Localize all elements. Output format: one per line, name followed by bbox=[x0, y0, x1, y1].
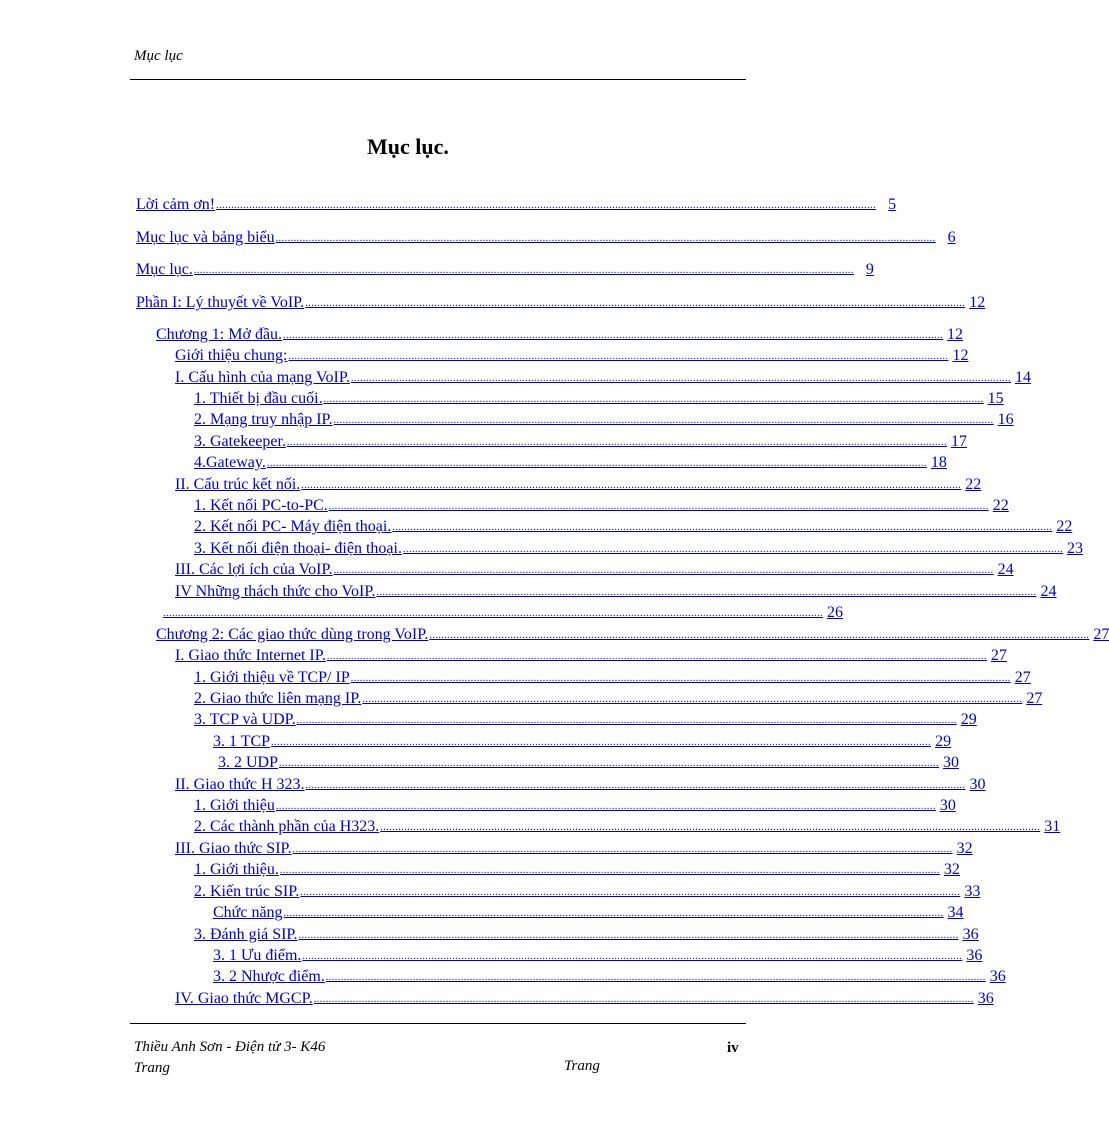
toc-entry-title: 3. Kết nối điện thoại- điện thoại. bbox=[194, 540, 402, 557]
toc-leader-dots: ............................................................................................................................................................................................................................ bbox=[313, 994, 974, 1005]
toc-leader-dots: ............................................................................................................................................................................................................................ bbox=[333, 415, 994, 426]
toc-entry-page: 9 bbox=[865, 261, 874, 278]
toc-entry[interactable] bbox=[175, 987, 994, 1008]
toc-entry-page: 22 bbox=[992, 497, 1009, 514]
toc-leader-dots: ............................................................................................................................................................................................................................ bbox=[283, 908, 944, 919]
toc-entry[interactable] bbox=[194, 451, 947, 472]
toc-entry-title: IV Những thách thức cho VoIP. bbox=[175, 583, 376, 600]
toc-leader-dots: ............................................................................................................................................................................................................................ bbox=[328, 501, 989, 512]
toc-entry-page: 24 bbox=[997, 561, 1014, 578]
toc-entry-title: 1. Kết nối PC-to-PC. bbox=[194, 497, 328, 514]
toc-entry-page: 17 bbox=[950, 433, 967, 450]
toc-entry-title: Mục lục. bbox=[136, 261, 193, 278]
toc-entry-title: I. Cấu hình của mạng VoIP. bbox=[175, 369, 350, 386]
toc-leader-dots: ............................................................................................................................................................................................................................ bbox=[163, 608, 823, 619]
toc-entry[interactable] bbox=[194, 666, 1031, 687]
toc-entry[interactable] bbox=[175, 580, 1057, 601]
toc-entry-page: 27 bbox=[1026, 690, 1043, 707]
footer-label-left: Trang bbox=[134, 1060, 170, 1076]
toc-entry-title: 2. Mạng truy nhập IP. bbox=[194, 411, 333, 428]
toc-entry[interactable] bbox=[194, 708, 977, 729]
toc-entry-page: 36 bbox=[966, 947, 983, 964]
toc-entry-title: 2. Kiến trúc SIP. bbox=[194, 883, 300, 900]
toc-entry-title: IV. Giao thức MGCP. bbox=[175, 990, 313, 1007]
toc-entry-page: 18 bbox=[930, 454, 947, 471]
toc-leader-dots: ............................................................................................................................................................................................................................ bbox=[302, 951, 963, 962]
toc-entry-title: Lời cảm ơn! bbox=[136, 196, 216, 213]
toc-leader-dots: ............................................................................................................................................................................................................................ bbox=[392, 522, 1053, 533]
toc-entry-page: 27 bbox=[1093, 626, 1109, 643]
footer-rule bbox=[130, 1023, 746, 1024]
toc-entry[interactable] bbox=[194, 494, 1009, 515]
toc-entry-page: 22 bbox=[1056, 518, 1073, 535]
toc-entry[interactable] bbox=[194, 515, 1073, 536]
toc-entry-page: 32 bbox=[956, 840, 973, 857]
toc-leader-dots: ............................................................................................................................................................................................................................ bbox=[292, 844, 953, 855]
toc-entry[interactable] bbox=[175, 644, 1007, 665]
toc-entry-page: 34 bbox=[947, 904, 964, 921]
toc-entry-title: 3. TCP và UDP. bbox=[194, 711, 296, 728]
page-title: Mục lục. bbox=[367, 134, 449, 159]
toc-entry[interactable] bbox=[194, 923, 979, 944]
toc-leader-dots: ............................................................................................................................................................................................................................ bbox=[288, 351, 949, 362]
toc-entry[interactable] bbox=[194, 408, 1014, 429]
toc-entry[interactable] bbox=[175, 473, 982, 494]
toc-leader-dots: ............................................................................................................................................................................................................................ bbox=[380, 822, 1041, 833]
toc-entry-page: 23 bbox=[1066, 540, 1083, 557]
toc-entry-page: 26 bbox=[827, 604, 843, 621]
toc-entry-title: 2. Các thành phần của H323. bbox=[194, 818, 380, 835]
toc-entry[interactable] bbox=[213, 901, 964, 922]
footer-page-number: iv bbox=[727, 1040, 739, 1056]
toc-entry-title: 4.Gateway. bbox=[194, 454, 266, 471]
toc-entry-page: 29 bbox=[960, 711, 977, 728]
toc-entry-page: 36 bbox=[977, 990, 994, 1007]
toc-entry[interactable] bbox=[175, 366, 1031, 387]
toc-leader-dots: ............................................................................................................................................................................................................................ bbox=[301, 480, 962, 491]
toc-leader-dots: ............................................................................................................................................................................................................................ bbox=[275, 801, 936, 812]
toc-entry-page: 5 bbox=[888, 196, 897, 213]
toc-entry-title: II. Cấu trúc kết nối. bbox=[175, 476, 301, 493]
toc-entry[interactable] bbox=[162, 601, 843, 622]
toc-entry-title: III. Giao thức SIP. bbox=[175, 840, 292, 857]
toc-entry-page: 14 bbox=[1014, 369, 1031, 386]
toc-leader-dots: ............................................................................................................................................................................................................................ bbox=[402, 544, 1063, 555]
toc-entry-title: III. Các lợi ích của VoIP. bbox=[175, 561, 333, 578]
toc-entry-page: 12 bbox=[952, 347, 969, 364]
toc-entry[interactable] bbox=[175, 344, 969, 365]
toc-leader-dots: ............................................................................................................................................................................................................................ bbox=[193, 265, 854, 276]
toc-entry[interactable] bbox=[218, 751, 960, 772]
toc-entry[interactable] bbox=[175, 558, 1014, 579]
toc-entry-title: Chương 2: Các giao thức dùng trong VoIP. bbox=[156, 626, 429, 643]
toc-entry-page: 12 bbox=[947, 326, 964, 343]
toc-entry-page: 31 bbox=[1044, 818, 1061, 835]
toc-entry-title: 3. 2 UDP bbox=[218, 754, 279, 771]
toc-entry[interactable] bbox=[194, 794, 956, 815]
toc-entry-page: 36 bbox=[962, 926, 979, 943]
toc-entry[interactable] bbox=[136, 226, 956, 247]
toc-leader-dots: ............................................................................................................................................................................................................................ bbox=[326, 651, 987, 662]
toc-entry-title: 2. Giao thức liên mạng IP. bbox=[194, 690, 362, 707]
toc-entry[interactable] bbox=[194, 815, 1061, 836]
toc-entry-title: Chương 1: Mở đầu. bbox=[156, 326, 283, 343]
toc-leader-dots: ............................................................................................................................................................................................................................ bbox=[279, 758, 940, 769]
toc-entry-title: Chức năng bbox=[213, 904, 283, 921]
toc-entry-page: 30 bbox=[969, 776, 986, 793]
toc-entry[interactable] bbox=[175, 773, 986, 794]
toc-leader-dots: ............................................................................................................................................................................................................................ bbox=[323, 394, 984, 405]
toc-entry[interactable] bbox=[175, 837, 973, 858]
toc-entry[interactable] bbox=[213, 944, 983, 965]
footer-author: Thiều Anh Sơn - Điện tử 3- K46 bbox=[134, 1039, 326, 1055]
toc-entry-page: 24 bbox=[1040, 583, 1057, 600]
toc-entry-page: 30 bbox=[943, 754, 960, 771]
toc-leader-dots: ............................................................................................................................................................................................................................ bbox=[300, 887, 961, 898]
toc-entry-page: 16 bbox=[997, 411, 1014, 428]
toc-entry[interactable] bbox=[213, 730, 952, 751]
toc-entry-title: 1. Giới thiệu bbox=[194, 797, 275, 814]
toc-leader-dots: ............................................................................................................................................................................................................................ bbox=[376, 587, 1037, 598]
toc-entry-page: 27 bbox=[990, 647, 1007, 664]
toc-leader-dots: ............................................................................................................................................................................................................................ bbox=[325, 972, 986, 983]
toc-leader-dots: ............................................................................................................................................................................................................................ bbox=[429, 630, 1090, 641]
toc-entry[interactable] bbox=[213, 965, 1006, 986]
toc-leader-dots: ............................................................................................................................................................................................................................ bbox=[305, 298, 966, 309]
toc-entry-page: 30 bbox=[939, 797, 956, 814]
toc-entry-title: Mục lục và bảng biểu bbox=[136, 229, 275, 246]
toc-leader-dots: ............................................................................................................................................................................................................................ bbox=[266, 458, 927, 469]
toc-leader-dots: ............................................................................................................................................................................................................................ bbox=[275, 233, 936, 244]
toc-entry-page: 6 bbox=[947, 229, 956, 246]
toc-entry-page: 33 bbox=[964, 883, 981, 900]
toc-leader-dots: ............................................................................................................................................................................................................................ bbox=[286, 437, 947, 448]
toc-entry[interactable] bbox=[194, 687, 1043, 708]
toc-entry-title: 3. 1 Ưu điểm. bbox=[213, 947, 302, 964]
toc-leader-dots: ............................................................................................................................................................................................................................ bbox=[350, 373, 1011, 384]
toc-leader-dots: ............................................................................................................................................................................................................................ bbox=[283, 330, 944, 341]
toc-entry[interactable] bbox=[194, 387, 1004, 408]
toc-entry-page: 22 bbox=[965, 476, 982, 493]
toc-entry-page: 12 bbox=[969, 294, 986, 311]
toc-leader-dots: ............................................................................................................................................................................................................................ bbox=[279, 865, 940, 876]
toc-entry-title: 2. Kết nối PC- Máy điện thoại. bbox=[194, 518, 392, 535]
toc-leader-dots: ............................................................................................................................................................................................................................ bbox=[298, 930, 959, 941]
toc-entry[interactable] bbox=[194, 858, 960, 879]
toc-entry-title: I. Giao thức Internet IP. bbox=[175, 647, 326, 664]
toc-entry-title: Phần I: Lý thuyết về VoIP. bbox=[136, 294, 305, 311]
footer-label-right: Trang bbox=[564, 1058, 600, 1074]
toc-entry[interactable] bbox=[194, 537, 1083, 558]
toc-leader-dots: ............................................................................................................................................................................................................................ bbox=[296, 715, 957, 726]
toc-entry[interactable] bbox=[194, 880, 981, 901]
toc-entry-page: 36 bbox=[989, 968, 1006, 985]
toc-leader-dots: ............................................................................................................................................................................................................................ bbox=[271, 737, 932, 748]
toc-entry-title: II. Giao thức H 323. bbox=[175, 776, 305, 793]
toc-entry[interactable] bbox=[156, 623, 1109, 644]
toc-entry-page: 32 bbox=[943, 861, 960, 878]
toc-entry-page: 15 bbox=[987, 390, 1004, 407]
header-title: Mục lục bbox=[134, 48, 183, 64]
toc-leader-dots: ............................................................................................................................................................................................................................ bbox=[305, 780, 966, 791]
toc-leader-dots: ............................................................................................................................................................................................................................ bbox=[333, 565, 994, 576]
toc-leader-dots: ............................................................................................................................................................................................................................ bbox=[216, 200, 877, 211]
toc-leader-dots: ............................................................................................................................................................................................................................ bbox=[350, 673, 1011, 684]
toc-entry-title: Giới thiệu chung: bbox=[175, 347, 288, 364]
toc-entry[interactable] bbox=[194, 430, 967, 451]
toc-entry-title: 3. Đánh giá SIP. bbox=[194, 926, 298, 943]
toc-entry-title: 1. Giới thiệu. bbox=[194, 861, 279, 878]
toc-entry[interactable] bbox=[136, 291, 986, 312]
toc-entry[interactable] bbox=[156, 323, 964, 344]
toc-entry-title: 1. Giới thiệu về TCP/ IP bbox=[194, 669, 350, 686]
toc-entry-title: 3. 2 Nhược điểm. bbox=[213, 968, 325, 985]
toc-entry[interactable] bbox=[136, 193, 897, 214]
toc-entry-title: 3. Gatekeeper. bbox=[194, 433, 286, 450]
toc-entry-page: 27 bbox=[1014, 669, 1031, 686]
toc-entry-page: 29 bbox=[935, 733, 952, 750]
footer-left bbox=[134, 1037, 325, 1079]
toc-entry-title: 1. Thiết bị đầu cuối. bbox=[194, 390, 323, 407]
toc-entry[interactable] bbox=[136, 258, 874, 279]
toc-entry-title: 3. 1 TCP bbox=[213, 733, 271, 750]
toc-leader-dots: ............................................................................................................................................................................................................................ bbox=[362, 694, 1023, 705]
